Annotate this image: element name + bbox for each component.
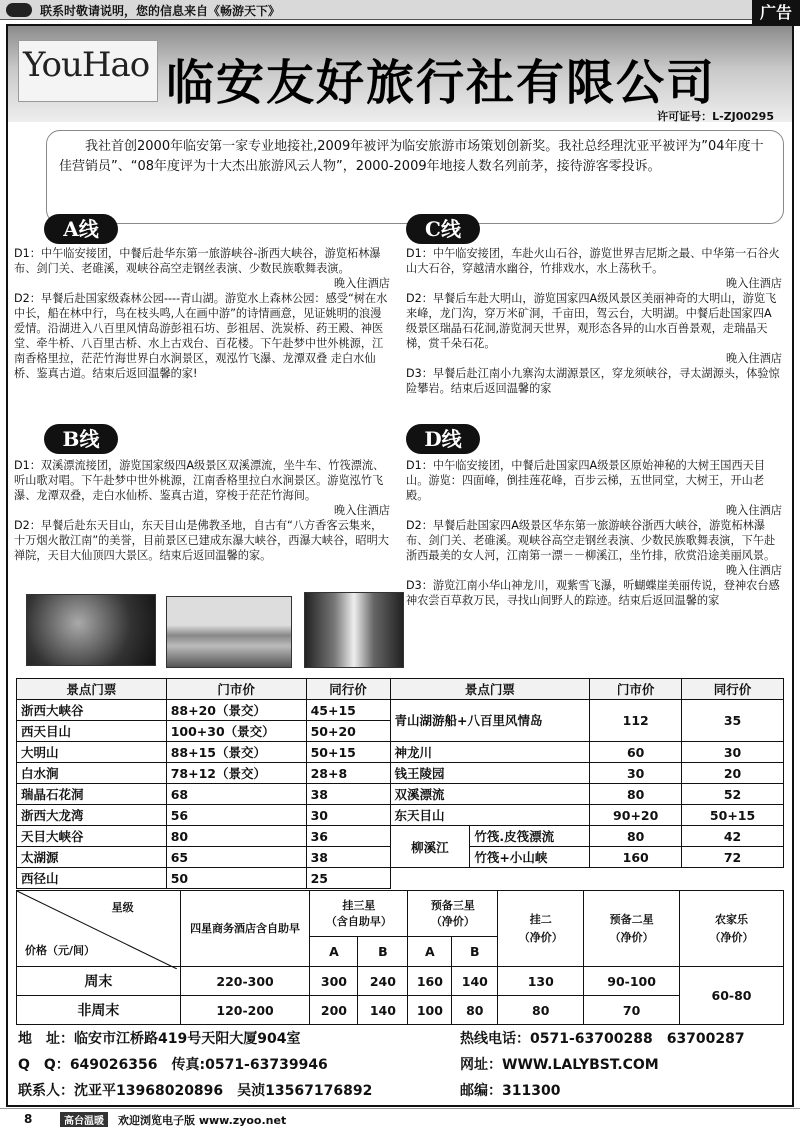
- magazine-logo-icon: [6, 3, 32, 17]
- table-cell: 72: [682, 847, 784, 868]
- ticket-header-trade: 同行价: [306, 679, 390, 700]
- license-number: 许可证号：L-ZJ00295: [657, 110, 774, 123]
- brand-logo-text: YouHao: [23, 45, 150, 85]
- contact-line: [18, 1080, 372, 1100]
- label: 传真:: [171, 1057, 206, 1073]
- table-cell: 36: [306, 826, 390, 847]
- table-cell: 东天目山: [390, 805, 590, 826]
- label: 热线电话：: [460, 1031, 530, 1047]
- qq-number: 649026356: [69, 1057, 158, 1073]
- hotel-col-pre3star: [408, 891, 498, 937]
- contact: 吴浈13567176892: [237, 1083, 373, 1099]
- table-cell: 38: [306, 847, 390, 868]
- table-cell: 68: [166, 784, 306, 805]
- photo-canyon: [26, 594, 156, 666]
- table-cell: 300: [310, 967, 358, 996]
- address: 临安市江桥路419号天阳大厦904室: [74, 1031, 301, 1047]
- brand-logo: [18, 40, 158, 102]
- table-cell: 50: [166, 868, 306, 889]
- table-cell: 西径山: [17, 868, 167, 889]
- table-cell: 西天目山: [17, 721, 167, 742]
- qq-line: [18, 1054, 328, 1074]
- route-d-d1: D1：中午临安接团，中餐后赴国家四A级景区原始神秘的大树王国西天目山。游览：四面峰，倒挂莲花峰，百步云梯，五世同堂，大树王，开山老殿。: [406, 459, 766, 502]
- hotline: 0571-63700288 63700287: [530, 1031, 745, 1047]
- table-cell: 100+30（景交）: [166, 721, 306, 742]
- table-cell: 钱王陵园: [390, 763, 590, 784]
- table-cell: 160: [408, 967, 452, 996]
- table-cell: 白水涧: [17, 763, 167, 784]
- company-name: 临安友好旅行社有限公司: [166, 55, 717, 111]
- hotel-col-4star: 四星商务酒店含自助早: [180, 891, 310, 967]
- col-title: 挂三星: [342, 898, 376, 912]
- route-c-d1-hotel: 晚入住酒店: [726, 277, 782, 290]
- sub-col-a: A: [310, 937, 358, 967]
- ticket-header-spot-2: 景点门票: [390, 679, 590, 700]
- col-title: 挂二: [529, 912, 552, 926]
- zip-code: 311300: [502, 1083, 561, 1099]
- table-cell: 90+20: [590, 805, 682, 826]
- website: WWW.LALYBST.COM: [502, 1057, 659, 1073]
- table-cell: 130: [498, 967, 584, 996]
- photo-waterfall: [304, 592, 404, 668]
- footer-link-text: 欢迎浏览电子版 www.zyoo.net: [118, 1114, 287, 1127]
- ticket-header-retail: 门市价: [166, 679, 306, 700]
- col-note: （净价）: [609, 930, 654, 944]
- sub-col-b: B: [452, 937, 498, 967]
- table-cell: 80: [498, 996, 584, 1025]
- table-cell: 瑞晶石花洞: [17, 784, 167, 805]
- route-d-tag: D线: [406, 424, 480, 454]
- header: [8, 26, 792, 122]
- table-cell: 30: [682, 742, 784, 763]
- route-a-tag: A线: [44, 214, 118, 244]
- table-cell: 80: [590, 826, 682, 847]
- route-c-d2-hotel: 晚入住酒店: [726, 352, 782, 365]
- hotel-col-3star: [310, 891, 408, 937]
- route-d-d2-hotel: 晚入住酒店: [726, 564, 782, 577]
- table-cell: 35: [682, 700, 784, 742]
- zip-line: [460, 1080, 560, 1100]
- table-cell: 天目大峡谷: [17, 826, 167, 847]
- route-b: [14, 458, 390, 563]
- ticket-table: [16, 678, 784, 889]
- contact: 沈亚平13968020896: [74, 1083, 224, 1099]
- table-cell: 25: [306, 868, 390, 889]
- table-cell-empty: [390, 868, 784, 889]
- label: 网址：: [460, 1057, 502, 1073]
- table-cell: 30: [306, 805, 390, 826]
- hotel-corner-cell: [17, 891, 181, 967]
- table-cell: 112: [590, 700, 682, 742]
- table-cell: 28+8: [306, 763, 390, 784]
- table-cell: 220-300: [180, 967, 310, 996]
- table-cell: 65: [166, 847, 306, 868]
- route-b-d1-hotel: 晚入住酒店: [334, 504, 390, 517]
- label: 联系人：: [18, 1083, 74, 1099]
- table-cell: 160: [590, 847, 682, 868]
- sub-col-b: B: [358, 937, 408, 967]
- table-cell: 30: [590, 763, 682, 784]
- table-cell: 78+12（景交）: [166, 763, 306, 784]
- ticket-header-retail-2: 门市价: [590, 679, 682, 700]
- route-a-d1-hotel: 晚入住酒店: [334, 277, 390, 290]
- top-banner: [0, 0, 800, 20]
- table-cell: 52: [682, 784, 784, 805]
- table-cell: 80: [452, 996, 498, 1025]
- route-c-d1: D1：中午临安接团，车赴火山石谷，游览世界吉尼斯之最、中华第一石谷火山大石谷，穿越清水幽谷，竹排戏水，水上荡秋千。: [406, 247, 780, 275]
- row-label-weekend: 周末: [17, 967, 181, 996]
- route-c: [406, 246, 782, 396]
- table-cell: 20: [682, 763, 784, 784]
- route-a: [14, 246, 390, 381]
- page-footer: [0, 1108, 800, 1127]
- route-d-d3: D3：游览江南小华山神龙川，观紫雪飞瀑，听蝴蝶崖美丽传说，登神农台感神农尝百草救万民，寻找山间野人的踪迹。结束后返回温馨的家: [406, 579, 780, 607]
- website-line: [460, 1054, 659, 1074]
- route-a-d2: D2：早餐后赴国家级森林公园----青山湖。游览水上森林公园：感受“树在水中长，船在林中行，鸟在枝头鸣,人在画中游”的诗情画意，见证姚明的浪漫爱情。沿湖进入八百里风情岛游彭祖石坊、彭祖居、洗炭桥、药王殿、神医堂、牵牛桥、八百里古桥、水上古戏台、百花楼。下午赴梦中世外桃源，江南香格里拉，茫茫竹海世界白水涧景区，观泓竹飞瀑、龙潭双叠 走白水仙桥、鉴真古道。结束后返回温馨的家!: [14, 292, 388, 380]
- corner-price-label: 价格（元/间）: [25, 944, 96, 957]
- col-note: （净价）: [518, 930, 563, 944]
- farm-price: 60-80: [680, 967, 784, 1025]
- route-a-d1: D1：中午临安接团，中餐后赴华东第一旅游峡谷-浙西大峡谷，游览柘林瀑布、剑门关、老碓溪，观峡谷高空走钢丝表演、少数民族歌舞表演。: [14, 247, 381, 275]
- table-cell: 38: [306, 784, 390, 805]
- top-banner-text: 联系时敬请说明，您的信息来自《畅游天下》: [40, 4, 281, 18]
- table-cell: 浙西大龙湾: [17, 805, 167, 826]
- route-c-tag: C线: [406, 214, 480, 244]
- row-label-weekday: 非周末: [17, 996, 181, 1025]
- page-number: 8: [24, 1112, 33, 1126]
- table-cell: 大明山: [17, 742, 167, 763]
- address-line: [18, 1028, 300, 1048]
- table-cell: 太湖源: [17, 847, 167, 868]
- table-cell: 双溪漂流: [390, 784, 590, 805]
- col-title: 预备三星: [430, 898, 475, 912]
- route-d-d2: D2：早餐后赴国家四A级景区华东第一旅游峡谷浙西大峡谷，游览柘林瀑布、剑门关、老碓溪。观峡谷高空走钢丝表演、少数民族歌舞表演，下午赴浙西最美的女人河，江南第一漂－－柳溪江，坐竹排，欣赏沿途美丽风景。: [406, 519, 776, 562]
- table-cell: 50+15: [682, 805, 784, 826]
- table-cell: 50+20: [306, 721, 390, 742]
- hotel-col-2star: [498, 891, 584, 967]
- intro-text: 我社首创2000年临安第一家专业地接社,2009年被评为临安旅游市场策划创新奖。我社总经理沈亚平被评为”04年度十佳营销员”、“08年度评为十大杰出旅游风云人物”，2000-2009年地接人数名列前茅，接待游客零投诉。: [46, 130, 784, 224]
- route-b-d1: D1：双溪漂流接团，游览国家级四A级景区双溪漂流，坐牛车、竹筏漂流、听山歌对唱。下午赴梦中世外桃源，江南香格里拉白水涧景区。游览泓竹飞瀑、龙潭双叠，走白水仙桥、鉴真古道，穿梭于茫茫竹海间。: [14, 459, 385, 502]
- hotel-col-pre2star: [584, 891, 680, 967]
- hotel-col-farm: [680, 891, 784, 967]
- table-cell: 50+15: [306, 742, 390, 763]
- footer-badge: 高台温暖: [60, 1112, 108, 1127]
- table-cell: 140: [452, 967, 498, 996]
- route-b-tag: B线: [44, 424, 118, 454]
- ticket-header-trade-2: 同行价: [682, 679, 784, 700]
- table-cell: 120-200: [180, 996, 310, 1025]
- table-cell: 浙西大峡谷: [17, 700, 167, 721]
- table-cell: 88+15（景交）: [166, 742, 306, 763]
- label: Q Q：: [18, 1057, 70, 1073]
- table-cell: 竹筏+小山峡: [470, 847, 590, 868]
- table-cell: 56: [166, 805, 306, 826]
- table-cell: 神龙川: [390, 742, 590, 763]
- table-cell: 80: [166, 826, 306, 847]
- col-note: （净价）: [430, 914, 475, 928]
- hotel-table: [16, 890, 784, 1025]
- fax-number: 0571-63739946: [205, 1057, 328, 1073]
- route-b-d2: D2：早餐后赴东天目山，东天目山是佛教圣地，自古有“八方香客云集来，十万烟火散江南”的美誉，目前景区已建成东瀑大峡谷，西瀑大峡谷，昭明大禅院，天目大仙顶四大景区。结束后返回温馨的家。: [14, 519, 389, 562]
- corner-star-label: 星级: [111, 901, 134, 914]
- table-cell: 80: [590, 784, 682, 805]
- table-cell: 240: [358, 967, 408, 996]
- col-note: （净价）: [709, 930, 754, 944]
- route-d-d1-hotel: 晚入住酒店: [726, 504, 782, 517]
- col-note: （含自助早）: [325, 914, 392, 928]
- table-cell: 200: [310, 996, 358, 1025]
- table-cell: 140: [358, 996, 408, 1025]
- col-title: 预备二星: [609, 912, 654, 926]
- route-d: [406, 458, 782, 608]
- table-cell: 42: [682, 826, 784, 847]
- liuxi-label: 柳溪江: [390, 826, 470, 868]
- table-cell: 竹筏.皮筏漂流: [470, 826, 590, 847]
- table-cell: 90-100: [584, 967, 680, 996]
- ad-frame: [6, 24, 794, 1107]
- route-c-d3: D3：早餐后赴江南小九寨沟太湖源景区，穿龙须峡谷，寻太湖源头，体验惊险攀岩。结束后返回温馨的家: [406, 367, 780, 395]
- label: 地 址：: [18, 1031, 74, 1047]
- table-cell: 60: [590, 742, 682, 763]
- photo-village: [166, 596, 292, 668]
- sub-col-a: A: [408, 937, 452, 967]
- table-cell: 88+20（景交）: [166, 700, 306, 721]
- label: 邮编：: [460, 1083, 502, 1099]
- ticket-header-spot: 景点门票: [17, 679, 167, 700]
- col-title: 农家乐: [715, 912, 749, 926]
- table-cell: 70: [584, 996, 680, 1025]
- hotline-line: [460, 1028, 745, 1048]
- table-cell: 青山湖游船+八百里风情岛: [390, 700, 590, 742]
- table-cell: 45+15: [306, 700, 390, 721]
- table-cell: 100: [408, 996, 452, 1025]
- ad-label: 广告: [752, 0, 800, 26]
- route-c-d2: D2：早餐后车赴大明山，游览国家四A级风景区美丽神奇的大明山，游览飞来峰，龙门沟，穿万米矿洞，千亩田，驾云台，大明湖。中餐后赴国家四A级景区瑞晶石花洞,游览洞天世界，观形态各异的山水百兽景观，走瑞晶天梯，赏千朵石花。: [406, 292, 777, 350]
